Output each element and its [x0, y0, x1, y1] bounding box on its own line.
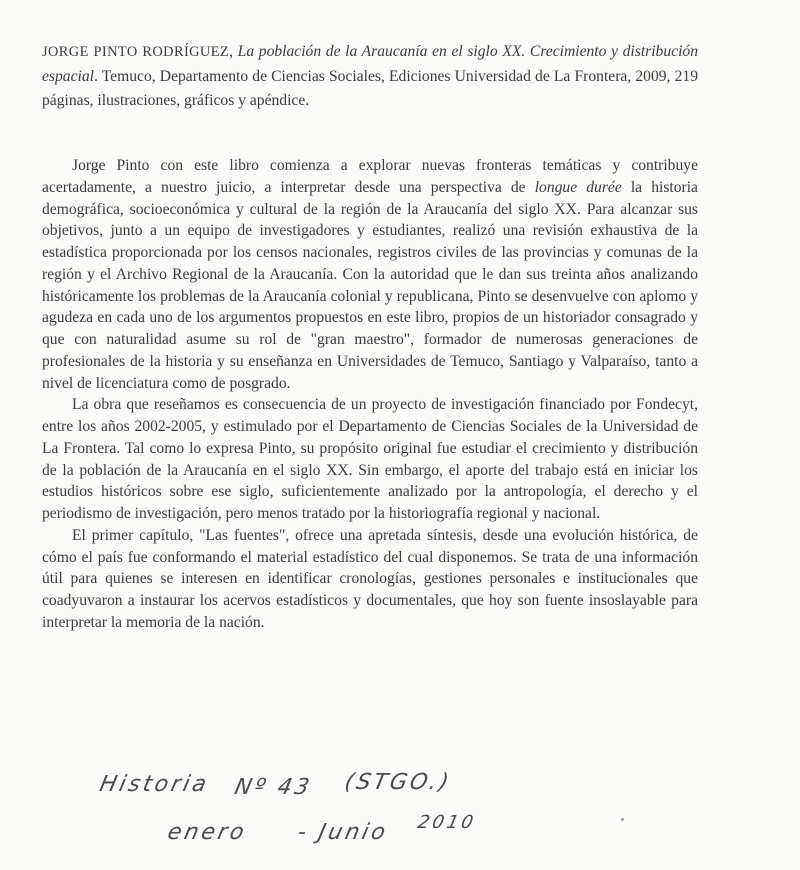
book-publication-details: Temuco, Departamento de Ciencias Sociales, Ediciones Universidad de La Frontera, 2009, 219 páginas, ilustraciones, gráficos y apéndice.: [42, 67, 699, 109]
longue-duree-term: longue durée: [534, 178, 622, 196]
handwritten-number: Nº 43: [232, 775, 315, 800]
handwritten-month-start: enero: [165, 820, 250, 845]
review-paragraph-2: La obra que reseñamos es consecuencia de un proyecto de investigación financiado por Fondecyt, entre los años 2002-2005, y estimulado por el Departamento de Ciencias Sociales de la Universidad de La Frontera. Tal como lo expresa Pinto, su propósito original fue estudiar el crecimiento y distribución de la población de la Araucanía en el siglo XX. Sin embargo, el aporte del trabajo está en iniciar los estudios históricos sobre ese siglo, suficientemente analizado por la antropología, el derecho y el periodismo de investigación, pero menos tratado por la historiografía regional y nacional.: [42, 396, 698, 522]
handwritten-year: 2010: [415, 812, 479, 833]
review-paragraph-1: [42, 155, 698, 394]
bibliographic-reference: JORGE PINTO RODRÍGUEZ, La población de la Araucanía en el siglo XX. Crecimiento y distribución espacial. Temuco, Departamento de Ciencias Sociales, Ediciones Universidad de La Frontera, 2009, 219 páginas, ilustraciones, gráficos y apéndice.: [42, 43, 699, 109]
p1-text-end: la historia demográfica, socioeconómica y cultural de la región de la Araucanía del siglo XX. Para alcanzar sus objetivos, junto a un equipo de investigadores y estudiantes, realizó una revisión exhaustiva de la estadística proporcionada por los censos nacionales, registros civiles de las provincias y comunas de la región y el Archivo Regional de la Araucanía. Con la autoridad que le dan sus treinta años analizando históricamente los problemas de la Araucanía colonial y republicana, Pinto se desenvuelve con aplomo y agudeza en cada uno de los argumentos propuestos en este libro, propios de un historiador consagrado y que con naturalidad asume su rol de "gran maestro", formador de numerosas generaciones de profesionales de la historia y su enseñanza en Universidades de Temuco, Santiago y Valparaíso, tanto a nivel de licenciatura como de posgrado.: [42, 178, 698, 392]
handwritten-month-end: - Junio: [295, 820, 391, 845]
review-paragraph-3: El primer capítulo, "Las fuentes", ofrece una apretada síntesis, desde una evolución histórica, de cómo el país fue conformando el material estadístico del cual disponemos. Se trata de una información útil para quienes se interesen en identificar cronologías, gestiones personales e institucionales que coadyuvaron a instaurar los acervos estadísticos y documentales, que hoy son fuente insoslayable para interpretar la memoria de la nación.: [42, 526, 698, 631]
handwritten-journal: Historia: [97, 772, 212, 797]
book-title: La población de la Araucanía en el siglo XX. Crecimiento y distribución espacial: [42, 43, 698, 85]
handwritten-place: (STGO.): [342, 770, 454, 795]
review-text: [42, 155, 698, 634]
scan-speck: [621, 818, 624, 821]
book-author: JORGE PINTO RODRÍGUEZ: [42, 44, 230, 60]
p1-text-start: Jorge Pinto con este libro comienza a explorar nuevas fronteras temáticas y contribuye acertadamente, a nuestro juicio, a interpretar desde una perspectiva de: [42, 157, 698, 196]
